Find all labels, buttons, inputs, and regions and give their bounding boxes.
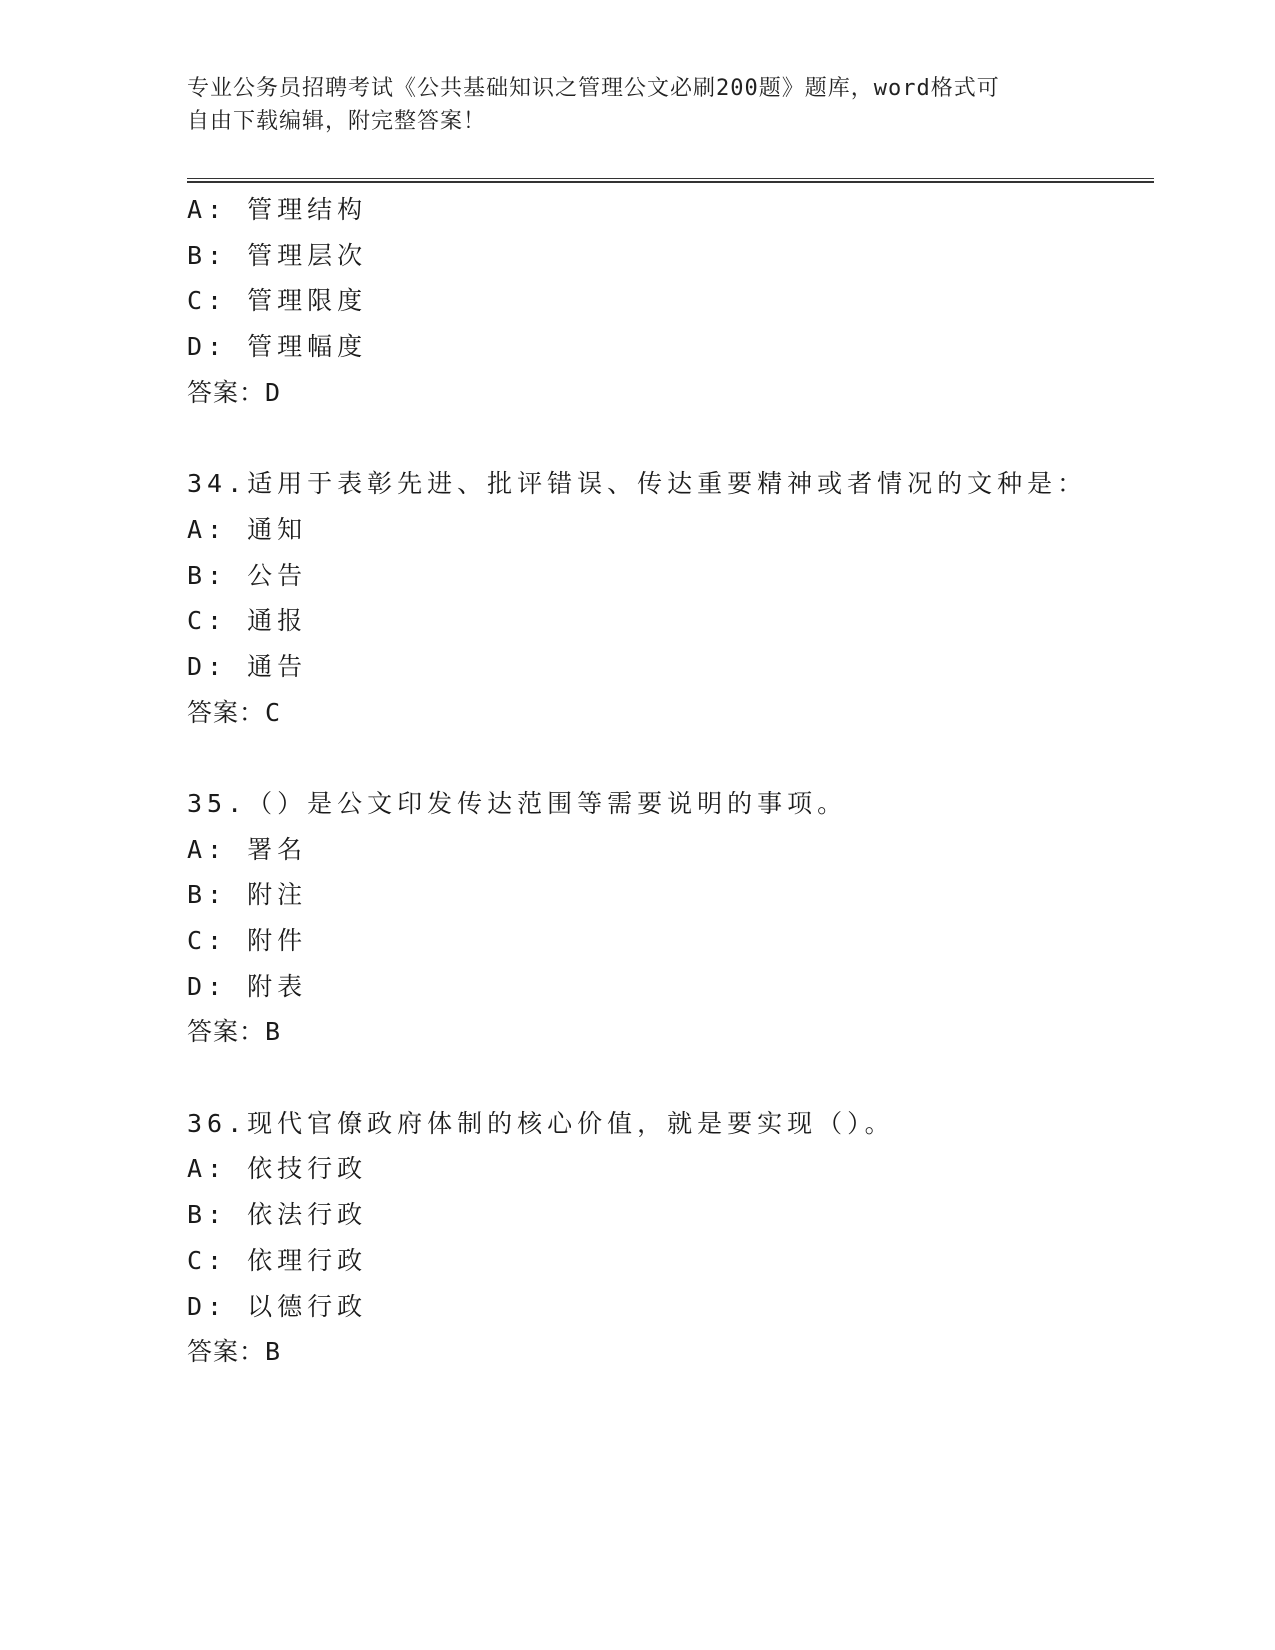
option-d: D: 管理幅度 [187, 332, 368, 362]
option-d: D: 以德行政 [187, 1291, 368, 1321]
document-header [187, 72, 1087, 138]
question-block-36 [187, 1101, 1154, 1375]
option-c: C: 通报 [187, 606, 308, 636]
option-c: C: 依理行政 [187, 1245, 368, 1275]
option-c: C: 管理限度 [187, 286, 368, 316]
option-a: A: 通知 [187, 514, 308, 544]
answer: 答案：D [187, 377, 282, 407]
question-block-33 [187, 187, 1154, 415]
spacer [187, 1055, 1154, 1101]
question-block-34 [187, 461, 1154, 735]
option-a: A: 署名 [187, 834, 308, 864]
question-text: 34.适用于表彰先进、批评错误、传达重要精神或者情况的文种是： [187, 469, 1088, 499]
option-a: A: 依技行政 [187, 1154, 368, 1184]
answer: 答案：B [187, 1337, 282, 1367]
answer: 答案：B [187, 1017, 282, 1047]
option-b: B: 附注 [187, 880, 308, 910]
question-list [187, 187, 1154, 1375]
question-block-35 [187, 781, 1154, 1055]
option-d: D: 通告 [187, 651, 308, 681]
option-d: D: 附表 [187, 971, 308, 1001]
header-line-1: 专业公务员招聘考试《公共基础知识之管理公文必刷200题》题库，word格式可 [187, 76, 1000, 101]
answer: 答案：C [187, 697, 282, 727]
header-line-2: 自由下载编辑，附完整答案！ [187, 109, 487, 134]
question-text: 35.（）是公文印发传达范围等需要说明的事项。 [187, 788, 848, 818]
option-a: A: 管理结构 [187, 195, 368, 224]
question-text: 36.现代官僚政府体制的核心价值，就是要实现（）。 [187, 1108, 895, 1138]
option-b: B: 依法行政 [187, 1200, 368, 1230]
option-b: B: 管理层次 [187, 240, 368, 270]
header-divider [187, 178, 1154, 183]
spacer [187, 735, 1154, 781]
spacer [187, 415, 1154, 461]
option-c: C: 附件 [187, 926, 308, 955]
option-b: B: 公告 [187, 560, 308, 590]
